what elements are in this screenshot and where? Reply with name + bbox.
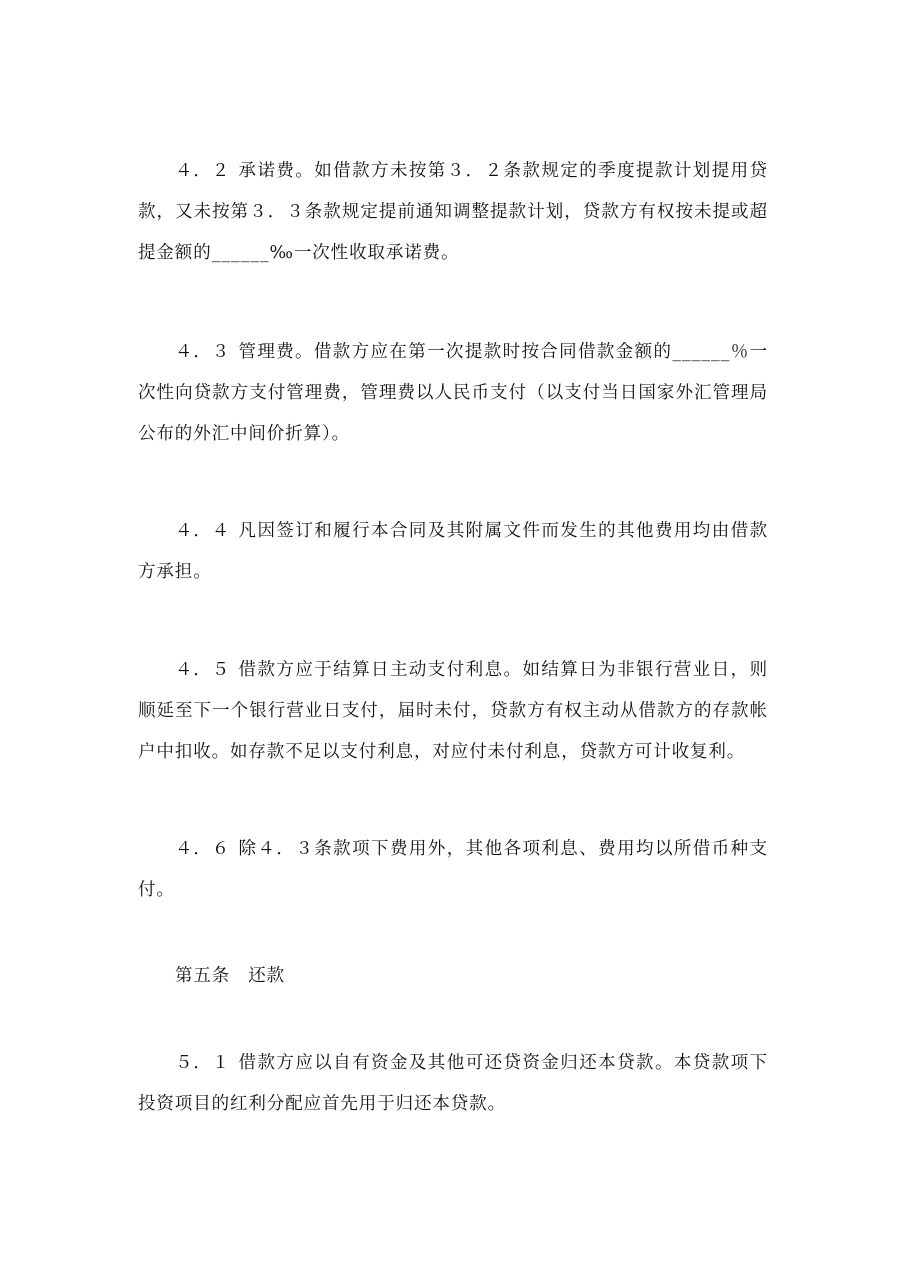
clause-text: 借款方应以自有资金及其他可还贷资金归还本贷款。本贷款项下投资项目的红利分配应首先用于归还本贷款。 <box>138 1053 768 1114</box>
clause-text: 管理费。借款方应在第一次提款时按合同借款金额的______％一次性向贷款方支付管理费，管理费以人民币支付（以支付当日国家外汇管理局公布的外汇中间价折算）。 <box>138 342 768 444</box>
clause-number: ４．３ <box>175 342 231 362</box>
clause-4-4 <box>138 511 768 593</box>
clause-4-5 <box>138 650 768 773</box>
clause-number: ４．５ <box>175 660 231 680</box>
article-title: 还款 <box>248 966 286 986</box>
article-number: 第五条 <box>175 966 231 986</box>
clause-text: 借款方应于结算日主动支付利息。如结算日为非银行营业日，则顺延至下一个银行营业日支付，届时未付，贷款方有权主动从借款方的存款帐户中扣收。如存款不足以支付利息，对应付未付利息，贷款方可计收复利。 <box>138 660 768 762</box>
clause-number: ５．１ <box>175 1053 231 1073</box>
clause-number: ４．２ <box>175 161 231 181</box>
clause-text: 除４．３条款项下费用外，其他各项利息、费用均以所借币种支付。 <box>138 839 768 900</box>
clause-4-3 <box>138 332 768 455</box>
clause-4-6 <box>138 829 768 911</box>
clause-number: ４．４ <box>175 521 231 541</box>
clause-4-2 <box>138 151 768 274</box>
clause-text: 承诺费。如借款方未按第３．２条款规定的季度提款计划提用贷款，又未按第３．３条款规定提前通知调整提款计划，贷款方有权按未提或超提金额的______‰一次性收取承诺费。 <box>138 161 768 263</box>
clause-number: ４．６ <box>175 839 231 859</box>
clause-5-1 <box>138 1043 768 1125</box>
section-heading <box>175 956 285 997</box>
clause-text: 凡因签订和履行本合同及其附属文件而发生的其他费用均由借款方承担。 <box>138 521 768 582</box>
